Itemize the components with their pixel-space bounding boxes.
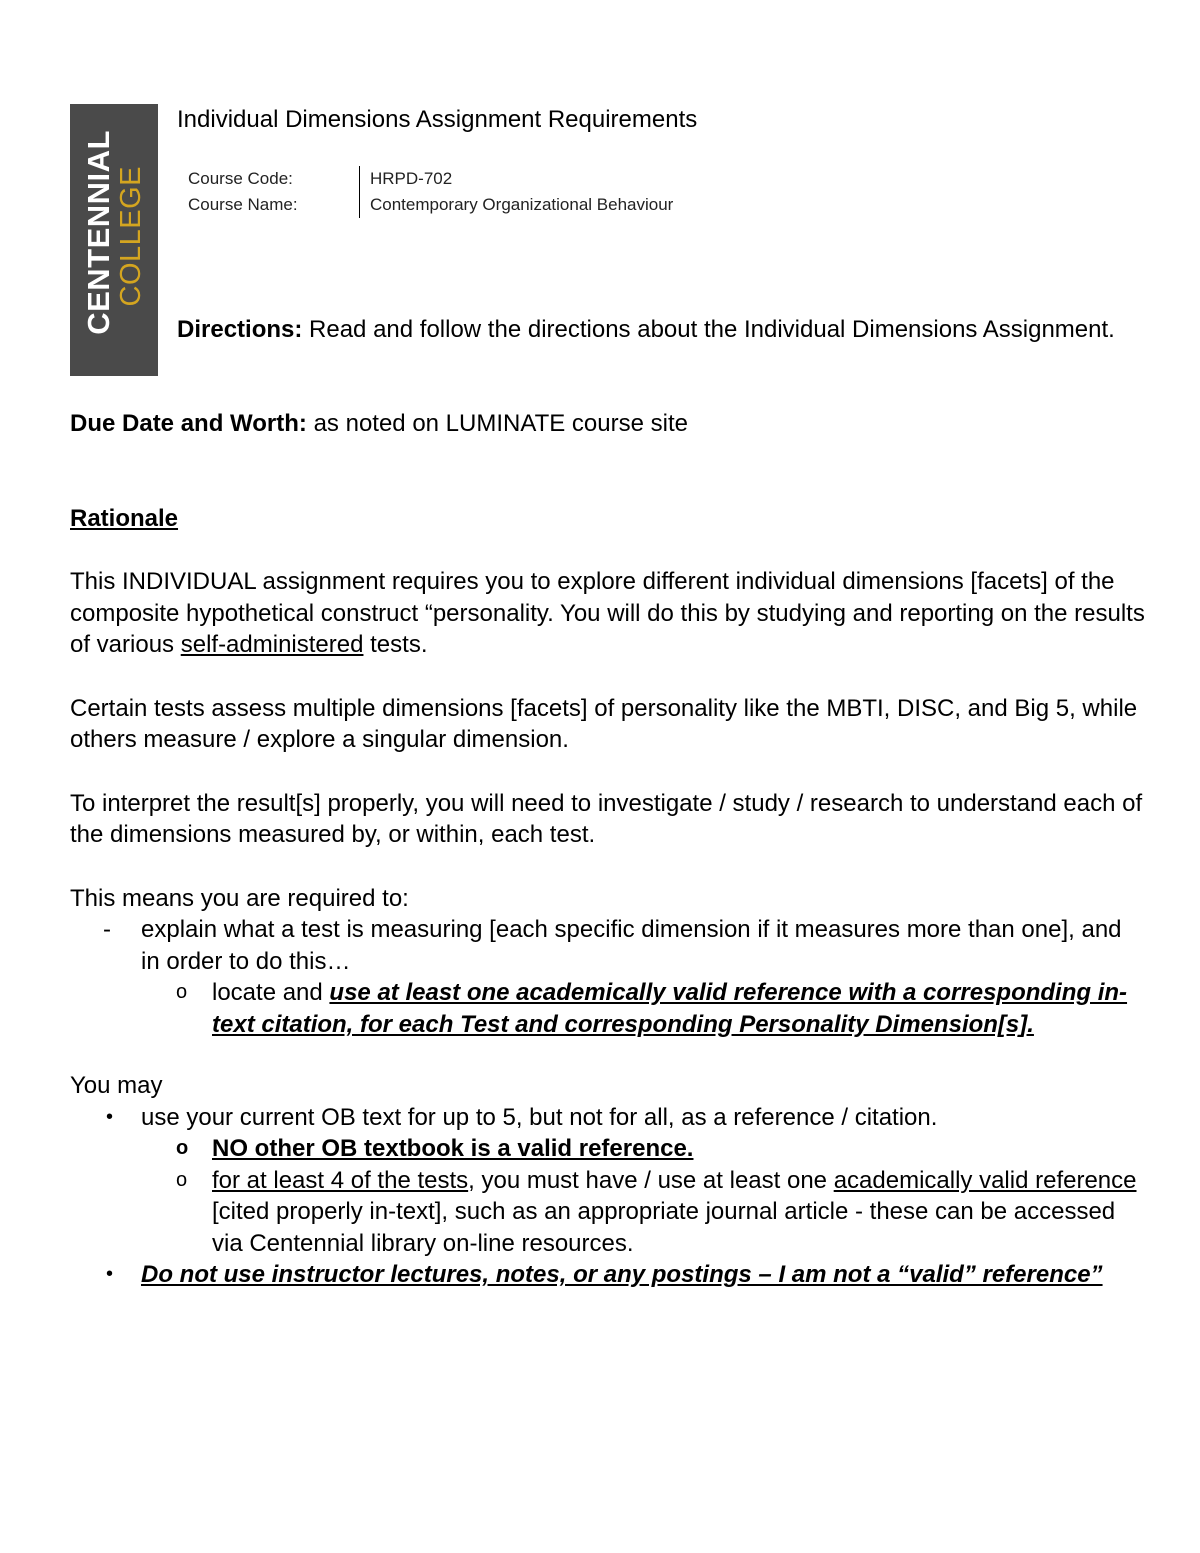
sub-requirement-text-b: use at least one academically valid reference with a corresponding in-text citation, for each Test and corresponding Personality Dimension[s]. <box>212 979 1128 1038</box>
course-code-row <box>188 166 673 192</box>
four-tests-text: for at least 4 of the tests <box>212 1166 469 1194</box>
due-date-text: as noted on LUMINATE course site <box>306 410 688 437</box>
self-administered-text: self-administered <box>180 631 364 658</box>
rationale-paragraph-3: To interpret the result[s] properly, you will need to investigate / study / research to understand each of the dimensions measured by, or within, each test. <box>70 789 1143 848</box>
main-content <box>70 408 1145 1291</box>
rationale-p1-text-b: tests. <box>363 631 428 658</box>
sub-text-b: [cited properly in-text], such as an appropriate journal article - these can be accessed via Centennial library on-line resources. <box>212 1198 1116 1257</box>
circle-marker: o <box>176 1168 188 1191</box>
circle-marker: o <box>176 1137 189 1159</box>
course-name-value: Contemporary Organizational Behaviour <box>370 195 674 214</box>
due-date-paragraph <box>70 408 1145 440</box>
you-may-sub-list <box>70 1133 1145 1259</box>
no-instructor-lectures-text: Do not use instructor lectures, notes, or any postings – I am not a “valid” reference” <box>141 1261 1103 1288</box>
requirements-list <box>70 914 1145 1040</box>
rationale-paragraph-1 <box>70 566 1145 661</box>
no-other-textbook-text: NO other OB textbook is a valid reference. <box>212 1135 694 1162</box>
sub-requirements-list <box>70 977 1145 1040</box>
list-item <box>70 914 1145 1040</box>
document-title: Individual Dimensions Assignment Requirements <box>177 106 698 133</box>
bullet-marker: • <box>106 1105 114 1128</box>
due-date-label: Due Date and Worth: <box>70 410 307 437</box>
rationale-paragraph-2: Certain tests assess multiple dimensions [facets] of personality like the MBTI, DISC, and Big 5, while others measure / explore a singular dimension. <box>70 694 1138 753</box>
valid-reference-text: academically valid reference <box>833 1166 1137 1194</box>
you-may-bullet-1: use your current OB text for up to 5, but not for all, as a reference / citation. <box>141 1103 938 1131</box>
you-may-list <box>70 1102 1145 1291</box>
requirement-text: explain what a test is measuring [each specific dimension if it measures more than one], and in order to do this… <box>141 916 1122 975</box>
you-may-intro: You may <box>70 1072 163 1099</box>
bullet-marker: • <box>106 1263 114 1285</box>
course-name-label: Course Name: <box>188 192 360 218</box>
logo-text-centennial: CENTENNIAL <box>81 130 116 335</box>
list-item <box>70 1165 1145 1260</box>
rationale-paragraph-4: This means you are required to: <box>70 884 409 912</box>
sub-requirement-text-a: locate and <box>212 979 330 1006</box>
course-code-value: HRPD-702 <box>370 169 453 188</box>
list-item <box>70 1102 1145 1260</box>
course-name-row <box>188 192 673 218</box>
sub-text-a: , you must have / use at least one <box>468 1166 834 1194</box>
course-info-table <box>188 166 673 218</box>
directions-paragraph <box>177 313 1137 346</box>
list-item <box>70 1259 1145 1291</box>
directions-label: Directions: <box>177 316 303 343</box>
rationale-p1-text-a: This INDIVIDUAL assignment requires you to explore different individual dimensions [facets] of the composite hypothetical construct “personality. You will do this by studying and reporting on the results of various <box>70 568 1145 658</box>
logo-text-college: COLLEGE <box>115 166 147 307</box>
list-item <box>70 977 1145 1040</box>
directions-text: Read and follow the directions about the Individual Dimensions Assignment. <box>302 316 1115 343</box>
college-logo <box>70 104 158 376</box>
course-code-label: Course Code: <box>188 166 360 192</box>
circle-marker: o <box>176 981 188 1003</box>
dash-marker: - <box>103 916 111 943</box>
list-item <box>70 1133 1145 1165</box>
rationale-heading: Rationale <box>70 504 179 532</box>
